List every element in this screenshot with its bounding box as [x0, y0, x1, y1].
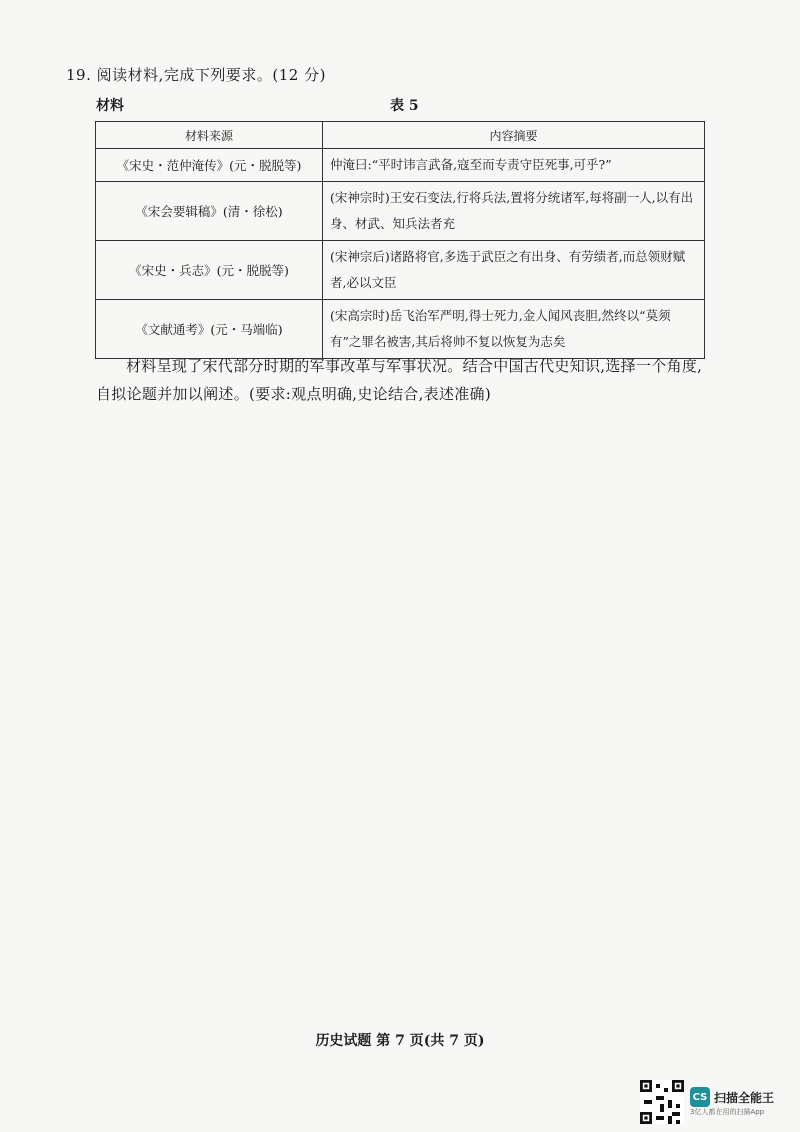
- page-footer: 历史试题 第 7 页(共 7 页): [315, 1033, 485, 1049]
- material-label: 材料: [96, 98, 124, 114]
- question-title: 19. 阅读材料,完成下列要求。(12 分): [66, 66, 326, 84]
- table-row: [96, 300, 705, 359]
- watermark-app-name: 扫描全能王: [714, 1090, 775, 1105]
- row-source: 《宋史・兵志》(元・脱脱等): [96, 241, 323, 300]
- table-row: [96, 241, 705, 300]
- row-source: 《宋会要辑稿》(清・徐松): [96, 182, 323, 241]
- row-content: (宋高宗时)岳飞治军严明,得士死力,金人闻风丧胆,然终以“莫须有”之罪名被害,其后将帅不复以恢复为志矣: [323, 300, 705, 359]
- header-source: 材料来源: [96, 122, 323, 149]
- table-title: 表 5: [390, 98, 419, 114]
- camscanner-logo-icon: CS: [690, 1087, 710, 1107]
- table-row: [96, 149, 705, 182]
- material-table: [95, 121, 705, 359]
- scanner-watermark: [640, 1080, 774, 1124]
- header-content: 内容摘要: [323, 122, 705, 149]
- row-content: (宋神宗后)诸路将官,多选于武臣之有出身、有劳绩者,而总领财赋者,必以文臣: [323, 241, 705, 300]
- row-content: 仲淹曰:“平时讳言武备,寇至而专责守臣死事,可乎?”: [323, 149, 705, 182]
- watermark-tagline: 3亿人都在用的扫描App: [690, 1108, 765, 1116]
- row-source: 《宋史・范仲淹传》(元・脱脱等): [96, 149, 323, 182]
- qr-code-icon: [640, 1080, 684, 1124]
- row-source: 《文献通考》(元・马端临): [96, 300, 323, 359]
- row-content: (宋神宗时)王安石变法,行将兵法,置将分统诸军,每将副一人,以有出身、材武、知兵法者充: [323, 182, 705, 241]
- table-row: [96, 182, 705, 241]
- table-header-row: [96, 122, 705, 149]
- question-prompt: 材料呈现了宋代部分时期的军事改革与军事状况。结合中国古代史知识,选择一个角度,自拟论题并加以阐述。(要求:观点明确,史论结合,表述准确): [96, 357, 703, 403]
